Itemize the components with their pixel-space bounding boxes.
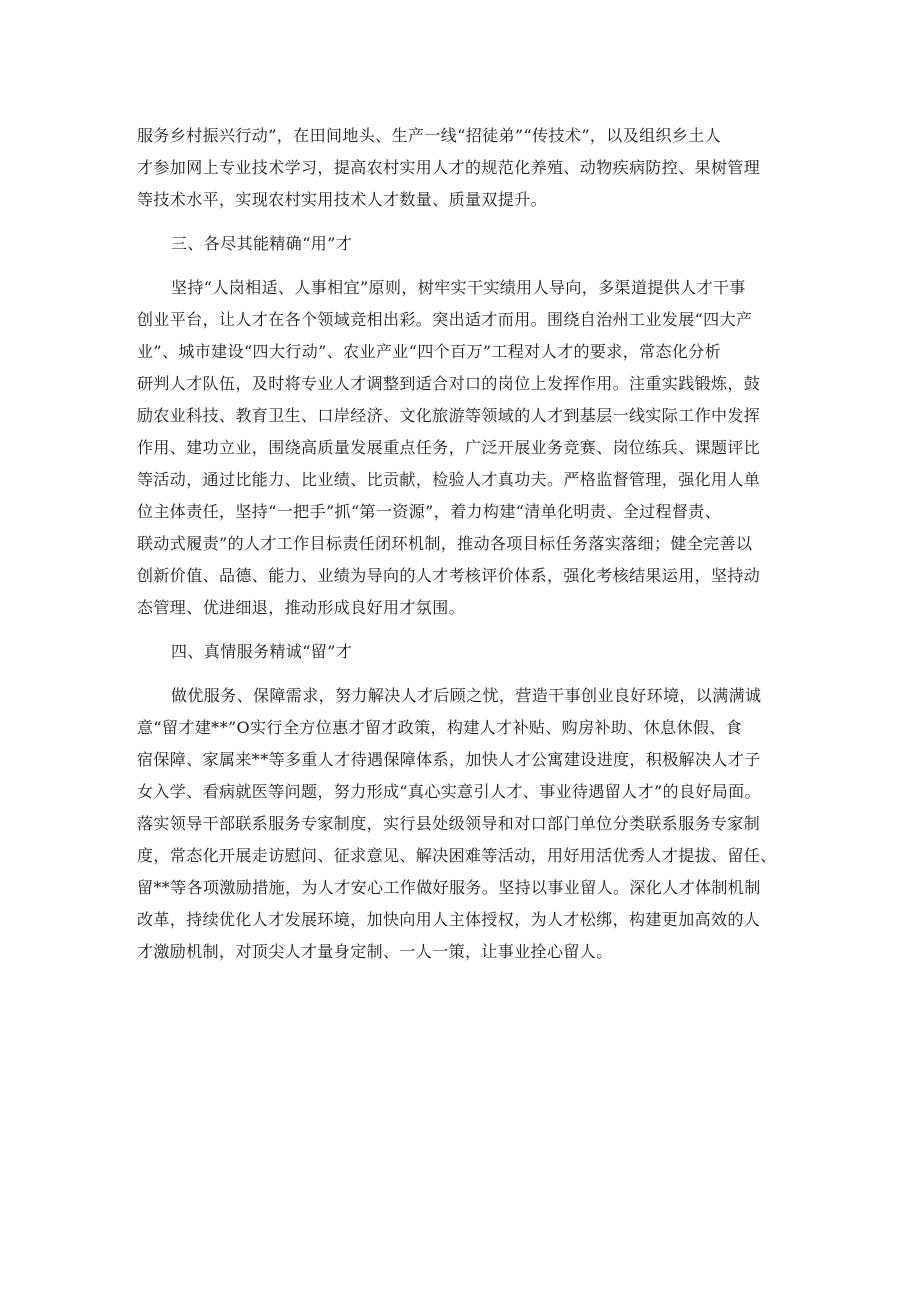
paragraph-line: 意“留才建**”O实行全方位惠才留才政策，构建人才补贴、购房补助、休息休假、食 — [137, 718, 743, 737]
paragraph-line: 创业平台，让人才在各个领域竞相出彩。突出适才而用。围绕自治州工业发展“四大产 — [137, 310, 753, 329]
document-body — [137, 120, 785, 968]
paragraph-line: 留**等各项激励措施，为人才安心工作做好服务。坚持以事业留人。深化人才体制机制 — [137, 878, 761, 897]
paragraph-line: 才激励机制，对顶尖人才量身定制、一人一策，让事业拴心留人。 — [137, 942, 613, 961]
paragraph-line: 联动式履责”的人才工作目标责任闭环机制，推动各项目标任务落实落细；健全完善以 — [137, 534, 753, 553]
paragraph-line: 度，常态化开展走访慰问、征求意见、解决困难等活动，用好用活优秀人才提拔、留任、 — [137, 846, 777, 865]
paragraph-line: 宿保障、家属来**等多重人才待遇保障体系，加快人才公寓建设进度，积极解决人才子 — [137, 750, 761, 769]
paragraph-rural-talent — [137, 120, 785, 216]
paragraph-line: 创新价值、品德、能力、业绩为导向的人才考核评价体系，强化考核结果运用，坚持动 — [137, 566, 761, 585]
section-heading-retain-talent: 四、真情服务精诚“留”才 — [171, 642, 353, 661]
paragraph-line: 研判人才队伍，及时将专业人才调整到适合对口的岗位上发挥作用。注重实践锻炼，鼓 — [137, 374, 761, 393]
paragraph-line: 等技术水平，实现农村实用技术人才数量、质量双提升。 — [137, 190, 548, 209]
paragraph-line: 态管理、优进细退，推动形成良好用才氛围。 — [137, 598, 466, 617]
paragraph-line: 位主体责任，坚持“一把手”抓“第一资源”，着力构建“清单化明责、全过程督责、 — [137, 502, 722, 521]
paragraph-line: 才参加网上专业技术学习，提高农村实用人才的规范化养殖、动物疾病防控、果树管理 — [137, 158, 761, 177]
paragraph-use-talent — [137, 272, 785, 624]
paragraph-line: 作用、建功立业，围绕高质量发展重点任务，广泛开展业务竞赛、岗位练兵、课题评比 — [137, 438, 761, 457]
paragraph-line: 等活动，通过比能力、比业绩、比贡献，检验人才真功夫。严格监督管理，强化用人单 — [137, 470, 761, 489]
paragraph-line: 励农业科技、教育卫生、口岸经济、文化旅游等领域的人才到基层一线实际工作中发挥 — [137, 406, 761, 425]
paragraph-line: 做优服务、保障需求，努力解决人才后顾之忧，营造干事创业良好环境，以满满诚 — [171, 686, 762, 705]
paragraph-line: 坚持“人岗相适、人事相宜”原则，树牢实干实绩用人导向，多渠道提供人才干事 — [171, 278, 746, 297]
paragraph-line: 服务乡村振兴行动”，在田间地头、生产一线“招徒弟”“传技术”，以及组织乡土人 — [137, 126, 722, 145]
paragraph-line: 改革，持续优化人才发展环境，加快向用人主体授权，为人才松绑，构建更加高效的人 — [137, 910, 761, 929]
paragraph-line: 女入学、看病就医等问题，努力形成“真心实意引人才、事业待遇留人才”的良好局面。 — [137, 782, 761, 801]
paragraph-line: 落实领导干部联系服务专家制度，实行县处级领导和对口部门单位分类联系服务专家制 — [137, 814, 761, 833]
paragraph-retain-talent — [137, 680, 785, 968]
paragraph-line: 业”、城市建设“四大行动”、农业产业“四个百万”工程对人才的要求，常态化分析 — [137, 342, 722, 361]
section-heading-use-talent: 三、各尽其能精确“用”才 — [171, 234, 353, 253]
